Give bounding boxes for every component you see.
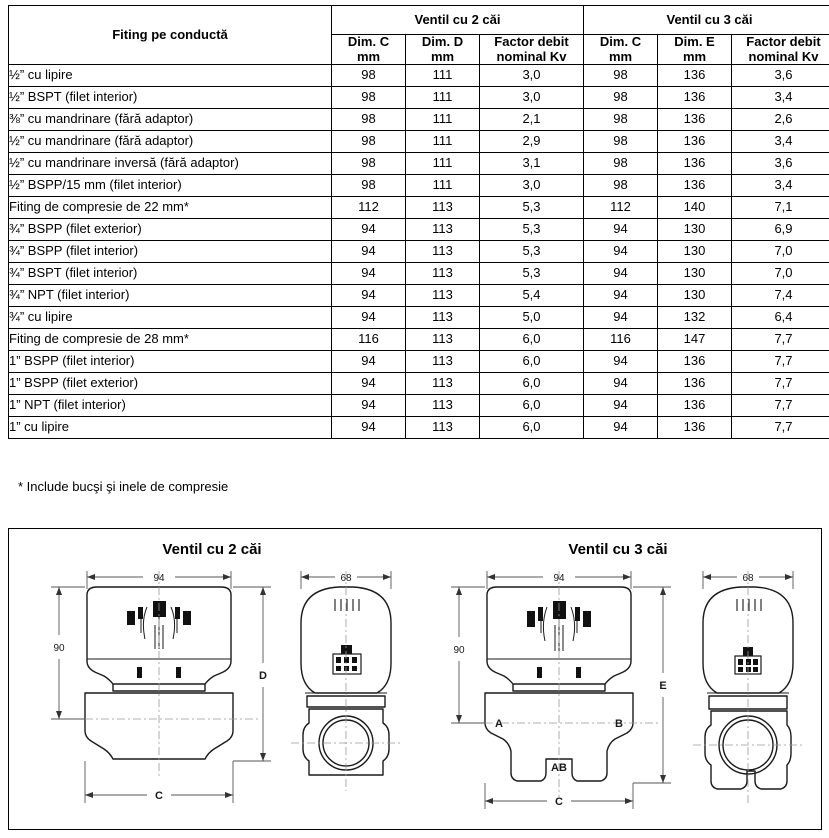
cell-v2kv: 6,0 <box>480 329 584 351</box>
cell-v3c: 98 <box>584 109 658 131</box>
table-row <box>9 65 829 87</box>
cell-v3kv: 7,7 <box>732 329 829 351</box>
table-row <box>9 175 829 197</box>
table-body <box>9 65 829 439</box>
cell-v2kv: 5,3 <box>480 241 584 263</box>
header-2way-kv <box>480 35 584 65</box>
cell-v2d: 111 <box>406 87 480 109</box>
table-row <box>9 263 829 285</box>
cell-v2kv: 6,0 <box>480 417 584 439</box>
header-3way-kv <box>732 35 829 65</box>
cell-v2d: 111 <box>406 65 480 87</box>
cell-v2c: 94 <box>332 417 406 439</box>
cell-v2c: 94 <box>332 285 406 307</box>
valve-drawings-panel <box>8 528 822 830</box>
cell-v2kv: 5,3 <box>480 197 584 219</box>
three-way-length-dimension-label: C <box>555 796 563 808</box>
cell-v2c: 94 <box>332 263 406 285</box>
cell-v3e: 130 <box>658 285 732 307</box>
three-way-valve-drawing <box>415 563 821 829</box>
cell-v2c: 116 <box>332 329 406 351</box>
cell-v2kv: 5,3 <box>480 219 584 241</box>
cell-v3kv: 7,1 <box>732 197 829 219</box>
cell-v3e: 136 <box>658 109 732 131</box>
cell-v2c: 94 <box>332 241 406 263</box>
three-way-height-dimension-label: 90 <box>453 645 465 656</box>
cell-v2c: 98 <box>332 109 406 131</box>
cell-v2d: 113 <box>406 197 480 219</box>
fitting-type-cell: Fiting de compresie de 22 mm* <box>9 197 332 219</box>
cell-v2c: 112 <box>332 197 406 219</box>
cell-v2d: 111 <box>406 153 480 175</box>
cell-v3kv: 3,6 <box>732 153 829 175</box>
fitting-type-cell: ¾” BSPP (filet exterior) <box>9 219 332 241</box>
two-way-side-width-dimension-label: 68 <box>340 573 352 584</box>
cell-v3c: 98 <box>584 175 658 197</box>
header-3way-kv-line2: nominal Kv <box>748 48 819 64</box>
cell-v2c: 94 <box>332 307 406 329</box>
cell-v3e: 136 <box>658 153 732 175</box>
header-2way-dim-d-line1: Dim. D <box>421 34 464 49</box>
cell-v3kv: 3,4 <box>732 175 829 197</box>
cell-v2d: 113 <box>406 241 480 263</box>
fitting-type-cell: ¾” NPT (filet interior) <box>9 285 332 307</box>
cell-v3e: 130 <box>658 219 732 241</box>
cell-v3e: 136 <box>658 65 732 87</box>
header-2way-dim-d <box>406 35 480 65</box>
cell-v3kv: 3,4 <box>732 131 829 153</box>
three-way-depth-dimension-label: E <box>659 680 667 692</box>
header-3way-dim-c <box>584 35 658 65</box>
fitting-type-cell: Fiting de compresie de 28 mm* <box>9 329 332 351</box>
header-2way-kv-line2: nominal Kv <box>496 48 567 64</box>
cell-v3c: 94 <box>584 351 658 373</box>
cell-v2d: 111 <box>406 175 480 197</box>
header-fitting-type: Fiting pe conductă <box>9 6 332 65</box>
header-2way-dim-c-line1: Dim. C <box>347 34 390 49</box>
header-2way-dim-c-unit: mm <box>356 48 381 64</box>
fitting-type-cell: ¾” BSPT (filet interior) <box>9 263 332 285</box>
table-row <box>9 307 829 329</box>
cell-v3c: 94 <box>584 241 658 263</box>
cell-v3kv: 6,4 <box>732 307 829 329</box>
cell-v3c: 98 <box>584 87 658 109</box>
cell-v2d: 113 <box>406 263 480 285</box>
electrical-connector-icon <box>333 645 361 674</box>
cell-v2c: 94 <box>332 373 406 395</box>
cell-v3e: 140 <box>658 197 732 219</box>
cell-v3c: 94 <box>584 263 658 285</box>
cell-v3c: 98 <box>584 65 658 87</box>
header-3way-dim-c-unit: mm <box>608 48 633 64</box>
fitting-type-cell: 1” NPT (filet interior) <box>9 395 332 417</box>
cell-v3e: 132 <box>658 307 732 329</box>
table-row <box>9 417 829 439</box>
header-3way-dim-e <box>658 35 732 65</box>
three-way-port-b-label: B <box>615 718 623 730</box>
cell-v2d: 113 <box>406 395 480 417</box>
cell-v2kv: 2,1 <box>480 109 584 131</box>
fitting-type-cell: ½” cu mandrinare (fără adaptor) <box>9 131 332 153</box>
cell-v2kv: 5,0 <box>480 307 584 329</box>
cell-v2d: 111 <box>406 109 480 131</box>
cell-v2kv: 5,3 <box>480 263 584 285</box>
three-way-width-dimension-label: 94 <box>553 573 565 584</box>
cell-v2kv: 3,0 <box>480 175 584 197</box>
cell-v2d: 113 <box>406 219 480 241</box>
cell-v3kv: 7,0 <box>732 263 829 285</box>
table-row <box>9 197 829 219</box>
fitting-type-cell: ¾” BSPP (filet interior) <box>9 241 332 263</box>
table-row <box>9 285 829 307</box>
table-row <box>9 241 829 263</box>
three-way-port-a-label: A <box>495 718 503 730</box>
three-way-valve-diagram <box>415 529 821 829</box>
cell-v3kv: 3,6 <box>732 65 829 87</box>
two-way-valve-drawing <box>9 563 415 829</box>
cell-v3e: 147 <box>658 329 732 351</box>
cell-v3kv: 7,7 <box>732 417 829 439</box>
cell-v2c: 98 <box>332 65 406 87</box>
fitting-type-cell: 1” BSPP (filet interior) <box>9 351 332 373</box>
cell-v3c: 98 <box>584 153 658 175</box>
cell-v2c: 98 <box>332 131 406 153</box>
table-header-group-row <box>9 6 829 35</box>
valve-specification-table <box>8 5 829 439</box>
cell-v2d: 113 <box>406 307 480 329</box>
cell-v3kv: 7,4 <box>732 285 829 307</box>
table-footnote: * Include bucşi şi inele de compresie <box>18 479 229 494</box>
table-row <box>9 131 829 153</box>
table-row <box>9 87 829 109</box>
cell-v2c: 98 <box>332 87 406 109</box>
header-3way-dim-c-line1: Dim. C <box>599 34 642 49</box>
cell-v3c: 94 <box>584 395 658 417</box>
cell-v2d: 113 <box>406 285 480 307</box>
fitting-type-cell: ½” cu lipire <box>9 65 332 87</box>
cell-v2d: 113 <box>406 417 480 439</box>
header-2way-dim-c <box>332 35 406 65</box>
cell-v3c: 94 <box>584 373 658 395</box>
table-row <box>9 153 829 175</box>
cell-v3c: 98 <box>584 131 658 153</box>
cell-v3e: 130 <box>658 241 732 263</box>
header-2way-dim-d-unit: mm <box>430 48 455 64</box>
cell-v2kv: 6,0 <box>480 395 584 417</box>
cell-v2kv: 2,9 <box>480 131 584 153</box>
cell-v2d: 113 <box>406 373 480 395</box>
cell-v3c: 116 <box>584 329 658 351</box>
cell-v2kv: 3,0 <box>480 65 584 87</box>
fitting-type-cell: 1” BSPP (filet exterior) <box>9 373 332 395</box>
cell-v3kv: 3,4 <box>732 87 829 109</box>
cell-v2d: 111 <box>406 131 480 153</box>
cell-v3kv: 7,7 <box>732 351 829 373</box>
cell-v3kv: 7,7 <box>732 395 829 417</box>
header-group-two-way: Ventil cu 2 căi <box>332 6 584 35</box>
header-group-three-way: Ventil cu 3 căi <box>584 6 829 35</box>
table-row <box>9 109 829 131</box>
cell-v2d: 113 <box>406 329 480 351</box>
cell-v2c: 98 <box>332 175 406 197</box>
two-way-length-dimension-label: C <box>155 790 163 802</box>
cell-v3c: 94 <box>584 307 658 329</box>
header-2way-kv-line1: Factor debit <box>494 34 569 49</box>
header-3way-dim-e-line1: Dim. E <box>674 34 715 49</box>
fitting-type-cell: ¾” cu lipire <box>9 307 332 329</box>
two-way-width-dimension-label: 94 <box>153 573 165 584</box>
fitting-type-cell: ½” cu mandrinare inversă (fără adaptor) <box>9 153 332 175</box>
table-row <box>9 329 829 351</box>
cell-v2c: 94 <box>332 351 406 373</box>
fitting-type-cell: ½” BSPP/15 mm (filet interior) <box>9 175 332 197</box>
header-3way-kv-line1: Factor debit <box>746 34 821 49</box>
cell-v2kv: 6,0 <box>480 373 584 395</box>
cell-v3c: 112 <box>584 197 658 219</box>
cell-v3kv: 7,7 <box>732 373 829 395</box>
cell-v2c: 98 <box>332 153 406 175</box>
cell-v3kv: 2,6 <box>732 109 829 131</box>
three-way-port-ab-label: AB <box>551 762 567 774</box>
cell-v2kv: 5,4 <box>480 285 584 307</box>
fitting-type-cell: ⅜” cu mandrinare (fără adaptor) <box>9 109 332 131</box>
two-way-depth-dimension-label: D <box>259 670 267 682</box>
fitting-type-cell: 1” cu lipire <box>9 417 332 439</box>
cell-v3e: 130 <box>658 263 732 285</box>
cell-v3e: 136 <box>658 395 732 417</box>
three-way-side-width-dimension-label: 68 <box>742 573 754 584</box>
cell-v3e: 136 <box>658 351 732 373</box>
fitting-type-cell: ½” BSPT (filet interior) <box>9 87 332 109</box>
cell-v2c: 94 <box>332 395 406 417</box>
cell-v3e: 136 <box>658 373 732 395</box>
cell-v3e: 136 <box>658 417 732 439</box>
table-row <box>9 373 829 395</box>
two-way-diagram-title: Ventil cu 2 căi <box>162 541 262 558</box>
cell-v3c: 94 <box>584 219 658 241</box>
cell-v3e: 136 <box>658 87 732 109</box>
table-row <box>9 219 829 241</box>
three-way-diagram-title: Ventil cu 3 căi <box>568 541 668 558</box>
cell-v3kv: 6,9 <box>732 219 829 241</box>
cell-v2kv: 3,0 <box>480 87 584 109</box>
cell-v3c: 94 <box>584 417 658 439</box>
two-way-height-dimension-label: 90 <box>53 643 65 654</box>
cell-v2kv: 6,0 <box>480 351 584 373</box>
two-way-valve-diagram <box>9 529 415 829</box>
table-row <box>9 351 829 373</box>
cell-v2d: 113 <box>406 351 480 373</box>
cell-v2kv: 3,1 <box>480 153 584 175</box>
cell-v2c: 94 <box>332 219 406 241</box>
cell-v3c: 94 <box>584 285 658 307</box>
header-3way-dim-e-unit: mm <box>682 48 707 64</box>
cell-v3kv: 7,0 <box>732 241 829 263</box>
cell-v3e: 136 <box>658 131 732 153</box>
table-row <box>9 395 829 417</box>
cell-v3e: 136 <box>658 175 732 197</box>
